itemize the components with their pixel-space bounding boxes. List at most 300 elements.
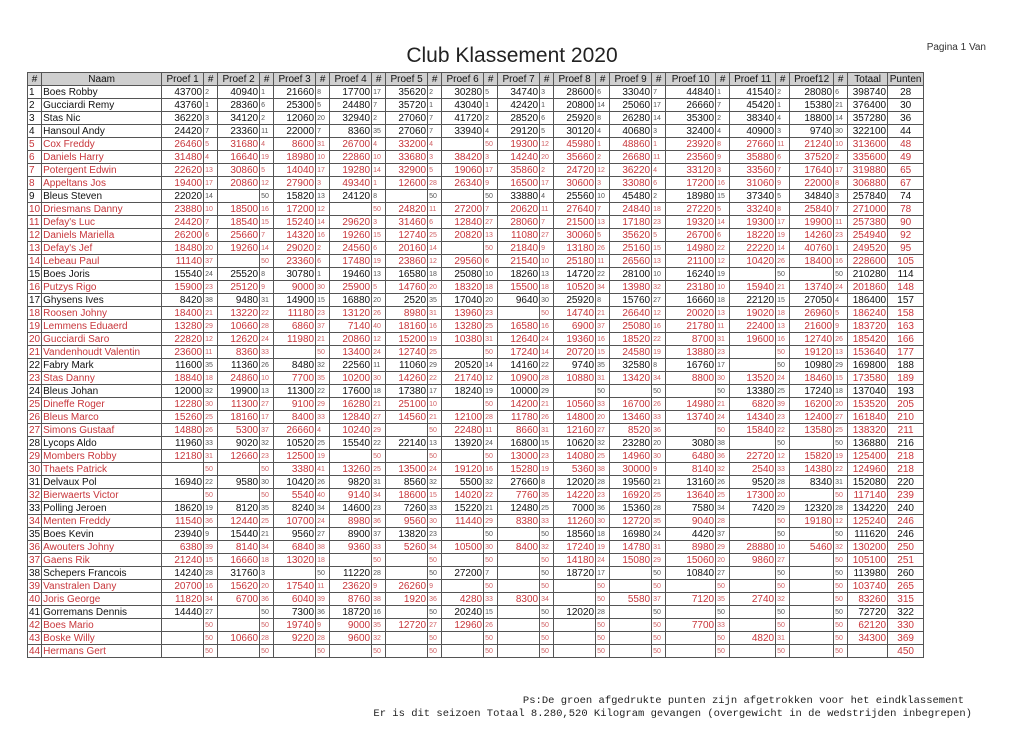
place-cell: 2 [834, 151, 848, 164]
weight-cell [442, 242, 484, 255]
place-cell: 36 [428, 593, 442, 606]
weight-cell: 19300 [498, 138, 540, 151]
weight-cell: 13740 [790, 281, 834, 294]
place-cell: 23 [716, 346, 730, 359]
weight-cell [790, 554, 834, 567]
column-header: Proef 9 [610, 73, 652, 86]
points-cell: 246 [888, 515, 924, 528]
place-cell: 1 [716, 86, 730, 99]
place-cell: 50 [484, 528, 498, 541]
place-cell: 17 [652, 99, 666, 112]
weight-cell: 27200 [442, 567, 484, 580]
weight-cell: 17200 [666, 177, 716, 190]
weight-cell [162, 645, 204, 658]
place-cell: 11 [484, 424, 498, 437]
weight-cell: 14560 [386, 411, 428, 424]
place-cell: 14 [372, 164, 386, 177]
name-cell: Boes Joris [42, 268, 162, 281]
weight-cell: 4280 [442, 593, 484, 606]
place-cell: 7 [652, 86, 666, 99]
weight-cell: 19120 [442, 463, 484, 476]
weight-cell: 20860 [218, 177, 260, 190]
place-cell: 27 [260, 398, 274, 411]
name-cell: Lemmens Eduaerd [42, 320, 162, 333]
place-cell: 10 [204, 203, 218, 216]
weight-cell: 5460 [790, 541, 834, 554]
total-cell: 322100 [848, 125, 888, 138]
place-cell: 24 [776, 372, 790, 385]
place-cell: 29 [484, 515, 498, 528]
name-cell: Defay's Jef [42, 242, 162, 255]
weight-cell: 11220 [330, 567, 372, 580]
weight-cell: 18220 [730, 229, 776, 242]
place-cell: 24 [652, 528, 666, 541]
weight-cell: 10420 [274, 476, 316, 489]
weight-cell [790, 632, 834, 645]
place-cell: 26 [316, 476, 330, 489]
place-cell: 39 [316, 593, 330, 606]
place-cell: 17 [260, 411, 274, 424]
place-cell: 12 [540, 138, 554, 151]
weight-cell: 12720 [610, 515, 652, 528]
weight-cell: 19400 [162, 177, 204, 190]
weight-cell [666, 385, 716, 398]
place-cell: 22 [716, 242, 730, 255]
place-cell: 14 [204, 190, 218, 203]
place-cell: 7 [834, 203, 848, 216]
weight-cell [730, 580, 776, 593]
points-cell: 240 [888, 502, 924, 515]
total-cell: 376400 [848, 99, 888, 112]
place-cell: 25 [596, 450, 610, 463]
place-cell: 27 [834, 411, 848, 424]
weight-cell: 17600 [330, 385, 372, 398]
column-header: # [204, 73, 218, 86]
table-row [28, 125, 924, 138]
weight-cell [498, 606, 540, 619]
weight-cell [386, 424, 428, 437]
weight-cell: 18160 [386, 320, 428, 333]
weight-cell: 7760 [498, 489, 540, 502]
place-cell: 35 [372, 619, 386, 632]
place-cell: 50 [428, 567, 442, 580]
total-cell: 137040 [848, 385, 888, 398]
weight-cell: 2520 [386, 294, 428, 307]
weight-cell: 13020 [274, 554, 316, 567]
weight-cell: 12840 [442, 216, 484, 229]
weight-cell [498, 580, 540, 593]
place-cell: 11 [540, 203, 554, 216]
place-cell: 34 [652, 372, 666, 385]
place-cell: 27 [652, 294, 666, 307]
place-cell: 11 [204, 346, 218, 359]
weight-cell [386, 567, 428, 580]
place-cell: 16 [834, 255, 848, 268]
weight-cell: 27640 [554, 203, 596, 216]
weight-cell: 14240 [498, 151, 540, 164]
weight-cell: 17380 [386, 385, 428, 398]
weight-cell: 22860 [330, 151, 372, 164]
place-cell: 50 [540, 580, 554, 593]
rank-cell: 32 [29, 489, 41, 501]
place-cell: 50 [484, 580, 498, 593]
place-cell: 50 [776, 528, 790, 541]
total-cell: 117140 [848, 489, 888, 502]
points-cell: 48 [888, 138, 924, 151]
place-cell: 9 [716, 151, 730, 164]
weight-cell: 9480 [218, 294, 260, 307]
column-header: Punten [888, 73, 924, 86]
weight-cell: 22220 [730, 242, 776, 255]
table-row [28, 567, 924, 580]
weight-cell: 12740 [790, 333, 834, 346]
place-cell: 50 [428, 190, 442, 203]
place-cell: 10 [540, 255, 554, 268]
place-cell: 10 [260, 372, 274, 385]
place-cell: 28 [776, 476, 790, 489]
weight-cell: 21660 [274, 86, 316, 99]
weight-cell: 24420 [162, 216, 204, 229]
place-cell: 50 [596, 593, 610, 606]
weight-cell [442, 346, 484, 359]
weight-cell: 14900 [274, 294, 316, 307]
weight-cell [274, 645, 316, 658]
rank-cell: 18 [29, 307, 41, 319]
place-cell: 1 [204, 99, 218, 112]
weight-cell [218, 606, 260, 619]
name-cell: Stas Danny [42, 372, 162, 385]
place-cell: 10 [484, 268, 498, 281]
weight-cell: 10900 [498, 372, 540, 385]
rank-cell: 23 [29, 372, 41, 384]
table-row [28, 346, 924, 359]
weight-cell [790, 489, 834, 502]
place-cell: 6 [484, 255, 498, 268]
weight-cell: 49340 [330, 177, 372, 190]
place-cell: 28 [540, 372, 554, 385]
weight-cell: 12840 [330, 411, 372, 424]
place-cell: 8 [316, 86, 330, 99]
weight-cell: 15760 [610, 294, 652, 307]
place-cell: 33 [776, 463, 790, 476]
rank-cell: 28 [29, 437, 41, 449]
weight-cell [730, 645, 776, 658]
weight-cell: 15380 [790, 99, 834, 112]
place-cell: 15 [596, 346, 610, 359]
place-cell: 29 [776, 502, 790, 515]
place-cell: 3 [776, 125, 790, 138]
table-row [28, 489, 924, 502]
place-cell: 19 [204, 502, 218, 515]
place-cell: 7 [260, 229, 274, 242]
total-cell: 257840 [848, 190, 888, 203]
weight-cell: 8980 [386, 307, 428, 320]
place-cell: 36 [316, 606, 330, 619]
table-row [28, 190, 924, 203]
weight-cell [442, 138, 484, 151]
weight-cell: 30280 [442, 86, 484, 99]
weight-cell: 15220 [442, 502, 484, 515]
rank-cell: 9 [28, 190, 42, 203]
weight-cell: 7580 [666, 502, 716, 515]
points-cell: 188 [888, 359, 924, 372]
weight-cell: 14040 [274, 164, 316, 177]
place-cell: 4 [372, 138, 386, 151]
place-cell: 50 [260, 489, 274, 502]
total-cell: 357280 [848, 112, 888, 125]
place-cell: 1 [484, 99, 498, 112]
points-cell: 246 [888, 528, 924, 541]
table-row [28, 528, 924, 541]
place-cell: 20 [260, 580, 274, 593]
weight-cell: 18460 [790, 372, 834, 385]
weight-cell: 22020 [162, 190, 204, 203]
column-header: # [540, 73, 554, 86]
points-cell: 189 [888, 372, 924, 385]
place-cell: 26 [596, 242, 610, 255]
weight-cell: 16980 [610, 528, 652, 541]
weight-cell: 25060 [610, 99, 652, 112]
weight-cell [386, 450, 428, 463]
weight-cell: 21600 [790, 320, 834, 333]
weight-cell: 10420 [730, 255, 776, 268]
place-cell: 9 [834, 320, 848, 333]
place-cell: 9 [260, 281, 274, 294]
weight-cell: 22400 [730, 320, 776, 333]
weight-cell: 18160 [218, 411, 260, 424]
place-cell: 37 [716, 528, 730, 541]
weight-cell: 21740 [442, 372, 484, 385]
weight-cell: 17240 [790, 385, 834, 398]
name-cell: Gorremans Dennis [42, 606, 162, 619]
place-cell: 3 [716, 164, 730, 177]
place-cell: 7 [716, 99, 730, 112]
weight-cell: 10980 [790, 359, 834, 372]
place-cell: 50 [428, 450, 442, 463]
weight-cell: 9740 [554, 359, 596, 372]
weight-cell: 19060 [442, 164, 484, 177]
weight-cell: 20860 [330, 333, 372, 346]
place-cell: 1 [540, 99, 554, 112]
total-cell: 254940 [848, 229, 888, 242]
place-cell: 7 [204, 216, 218, 229]
weight-cell: 12740 [386, 346, 428, 359]
weight-cell: 15060 [666, 554, 716, 567]
weight-cell: 12180 [162, 450, 204, 463]
place-cell: 50 [716, 580, 730, 593]
points-cell: 74 [888, 190, 924, 203]
weight-cell: 13640 [666, 489, 716, 502]
weight-cell [442, 580, 484, 593]
weight-cell: 26700 [330, 138, 372, 151]
place-cell: 50 [834, 268, 848, 281]
weight-cell: 8140 [218, 541, 260, 554]
table-row [28, 151, 924, 164]
weight-cell: 9140 [330, 489, 372, 502]
weight-cell: 5260 [386, 541, 428, 554]
weight-cell: 16240 [666, 268, 716, 281]
place-cell: 36 [596, 502, 610, 515]
weight-cell: 16800 [498, 437, 540, 450]
weight-cell: 17480 [330, 255, 372, 268]
weight-cell: 37520 [790, 151, 834, 164]
place-cell: 32 [652, 281, 666, 294]
total-cell: 152080 [848, 476, 888, 489]
place-cell: 14 [428, 242, 442, 255]
place-cell: 5 [372, 281, 386, 294]
place-cell: 22 [596, 268, 610, 281]
points-cell: 148 [888, 281, 924, 294]
weight-cell: 23360 [274, 255, 316, 268]
weight-cell: 9860 [730, 554, 776, 567]
place-cell: 2 [204, 86, 218, 99]
place-cell: 4 [204, 151, 218, 164]
place-cell: 34 [260, 541, 274, 554]
place-cell: 50 [484, 346, 498, 359]
place-cell: 18 [652, 203, 666, 216]
column-header: # [652, 73, 666, 86]
place-cell: 28 [260, 320, 274, 333]
place-cell: 6 [716, 229, 730, 242]
place-cell: 25 [652, 489, 666, 502]
points-cell: 30 [888, 99, 924, 112]
place-cell: 50 [834, 554, 848, 567]
place-cell: 4 [834, 294, 848, 307]
place-cell: 23 [596, 489, 610, 502]
place-cell: 32 [372, 632, 386, 645]
place-cell: 27 [596, 424, 610, 437]
column-header: # [834, 73, 848, 86]
place-cell: 18 [484, 281, 498, 294]
place-cell: 19 [834, 450, 848, 463]
weight-cell: 30060 [554, 229, 596, 242]
weight-cell: 14160 [498, 359, 540, 372]
points-cell: 220 [888, 476, 924, 489]
place-cell: 25 [540, 502, 554, 515]
rank-cell: 5 [28, 138, 42, 151]
place-cell: 12 [776, 450, 790, 463]
place-cell: 20 [316, 112, 330, 125]
place-cell: 6 [204, 229, 218, 242]
weight-cell: 45980 [554, 138, 596, 151]
place-cell: 7 [484, 203, 498, 216]
place-cell: 35 [652, 515, 666, 528]
name-cell: Bleus Marco [42, 411, 162, 424]
weight-cell: 6860 [274, 320, 316, 333]
weight-cell: 28520 [498, 112, 540, 125]
place-cell: 9 [204, 528, 218, 541]
weight-cell: 13520 [730, 372, 776, 385]
weight-cell: 8760 [330, 593, 372, 606]
column-header: Proef 6 [442, 73, 484, 86]
weight-cell: 14960 [610, 450, 652, 463]
name-cell: Lebeau Paul [42, 255, 162, 268]
place-cell: 25 [776, 385, 790, 398]
weight-cell: 9040 [666, 515, 716, 528]
points-cell: 28 [888, 86, 924, 99]
weight-cell: 18480 [162, 242, 204, 255]
weight-cell: 12060 [274, 112, 316, 125]
place-cell: 38 [596, 463, 610, 476]
place-cell: 50 [204, 619, 218, 632]
weight-cell [386, 632, 428, 645]
weight-cell: 32400 [666, 125, 716, 138]
place-cell: 19 [260, 151, 274, 164]
weight-cell: 8240 [274, 502, 316, 515]
weight-cell [162, 489, 204, 502]
weight-cell [554, 385, 596, 398]
weight-cell: 5580 [610, 593, 652, 606]
place-cell: 17 [372, 86, 386, 99]
weight-cell [162, 463, 204, 476]
place-cell: 27 [316, 528, 330, 541]
weight-cell: 25840 [790, 203, 834, 216]
place-cell: 50 [204, 645, 218, 658]
weight-cell: 16700 [610, 398, 652, 411]
place-cell: 1 [776, 99, 790, 112]
name-cell: Cox Freddy [42, 138, 162, 151]
weight-cell: 8800 [666, 372, 716, 385]
place-cell: 24 [372, 346, 386, 359]
place-cell: 13 [596, 216, 610, 229]
place-cell: 26 [540, 411, 554, 424]
place-cell: 15 [540, 437, 554, 450]
place-cell: 1 [372, 177, 386, 190]
place-cell: 13 [776, 320, 790, 333]
place-cell: 14 [716, 216, 730, 229]
weight-cell [330, 450, 372, 463]
place-cell: 6 [372, 242, 386, 255]
weight-cell: 6840 [274, 541, 316, 554]
name-cell: Lycops Aldo [42, 437, 162, 450]
place-cell: 3 [596, 177, 610, 190]
weight-cell: 26660 [666, 99, 716, 112]
weight-cell: 33200 [386, 138, 428, 151]
place-cell: 30 [596, 515, 610, 528]
place-cell: 14 [776, 242, 790, 255]
weight-cell: 38340 [730, 112, 776, 125]
place-cell: 7 [316, 125, 330, 138]
weight-cell: 45480 [610, 190, 652, 203]
place-cell: 15 [652, 242, 666, 255]
weight-cell [498, 619, 540, 632]
points-cell: 193 [888, 385, 924, 398]
place-cell: 50 [484, 242, 498, 255]
weight-cell: 24420 [162, 125, 204, 138]
weight-cell: 14880 [162, 424, 204, 437]
weight-cell: 33120 [666, 164, 716, 177]
weight-cell: 7700 [274, 372, 316, 385]
place-cell: 50 [716, 645, 730, 658]
weight-cell: 30860 [218, 164, 260, 177]
weight-cell: 34740 [498, 86, 540, 99]
total-cell: 173580 [848, 372, 888, 385]
place-cell: 8 [776, 203, 790, 216]
weight-cell: 17540 [274, 580, 316, 593]
place-cell: 5 [776, 190, 790, 203]
weight-cell: 38420 [442, 151, 484, 164]
place-cell: 18 [260, 554, 274, 567]
place-cell: 39 [776, 398, 790, 411]
weight-cell: 35660 [554, 151, 596, 164]
weight-cell: 8420 [162, 294, 204, 307]
place-cell: 36 [260, 593, 274, 606]
place-cell: 36 [372, 515, 386, 528]
place-cell: 20 [652, 437, 666, 450]
place-cell: 11 [652, 151, 666, 164]
weight-cell: 11960 [162, 437, 204, 450]
place-cell: 11 [372, 359, 386, 372]
